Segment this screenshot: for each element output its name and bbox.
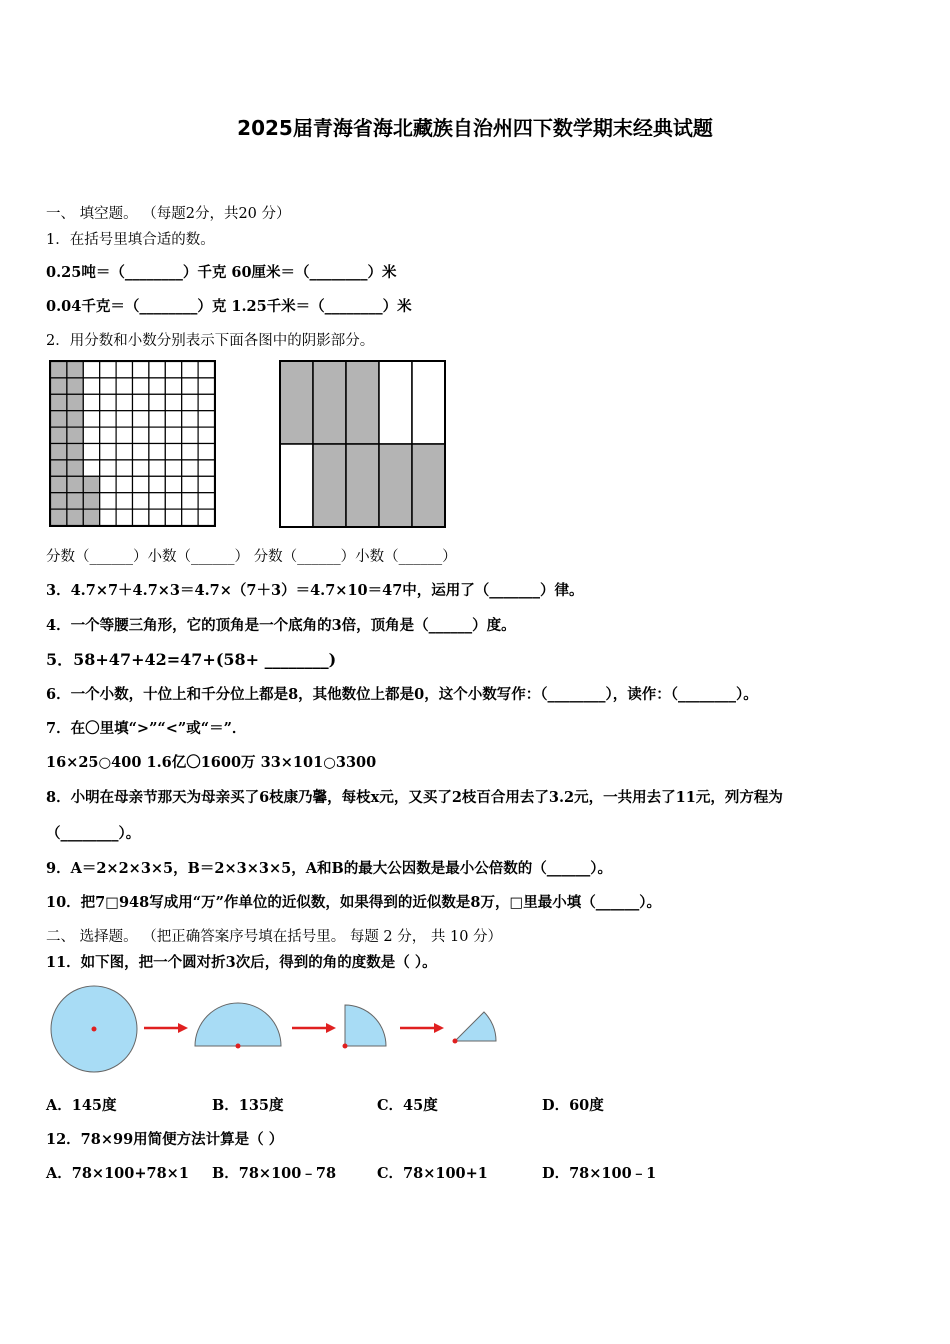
bar-cell-bottom — [379, 444, 412, 527]
q4: 4．一个等腰三角形，它的顶角是一个底角的3倍，顶角是（______）度。 — [46, 617, 516, 634]
bar-cell-top — [346, 361, 379, 444]
grid-cell — [116, 444, 132, 460]
grid-cell — [100, 493, 116, 509]
grid-cell — [67, 411, 83, 427]
grid-cell — [149, 460, 165, 476]
q8-line-2: （________）。 — [46, 825, 141, 842]
q1-prompt: 1．在括号里填合适的数。 — [46, 232, 215, 248]
q8-line-1: 8．小明在母亲节那天为母亲买了6枝康乃馨，每枝x元，又买了2枝百合用去了3.2元，一共用去了11元，列方程为 — [46, 789, 783, 806]
q11-prompt: 11．如下图，把一个圆对折3次后，得到的角的度数是（ ）。 — [46, 954, 437, 971]
grid-cell — [182, 476, 198, 492]
grid-cell — [149, 427, 165, 443]
bar-cell-top — [313, 361, 346, 444]
grid-cell — [133, 444, 149, 460]
q6: 6．一个小数，十位上和千分位上都是8，其他数位上都是0，这个小数写作：（________），读作：（________）。 — [46, 686, 758, 703]
grid-cell — [149, 476, 165, 492]
grid-cell — [116, 509, 132, 525]
bar-cell-bottom — [280, 444, 313, 527]
eighth-circle-dot — [453, 1039, 458, 1044]
grid-cell — [83, 509, 99, 525]
grid-cell — [182, 460, 198, 476]
grid-cell — [149, 378, 165, 394]
arrow-2 — [292, 1023, 336, 1033]
q9: 9．A＝2×2×3×5，B＝2×3×3×5，A和B的最大公因数是最小公倍数的（______）。 — [46, 860, 612, 877]
grid-cell — [149, 509, 165, 525]
grid-cell — [51, 394, 67, 410]
arrow-1 — [144, 1023, 188, 1033]
bar-cell-top — [379, 361, 412, 444]
q1-row-1: 0.25吨＝（________）千克 60厘米＝（________）米 — [46, 264, 397, 281]
grid-cell — [116, 460, 132, 476]
grid-cell — [198, 411, 214, 427]
bar-cell-top — [280, 361, 313, 444]
grid-cell — [51, 427, 67, 443]
bar-cell-bottom — [313, 444, 346, 527]
grid-cell — [133, 493, 149, 509]
grid-cell — [100, 460, 116, 476]
grid-cell — [83, 427, 99, 443]
grid-cell — [165, 378, 181, 394]
section-2-heading: 二、 选择题。 （把正确答案序号填在括号里。 每题 2 分， 共 10 分） — [46, 929, 503, 945]
grid-cell — [182, 394, 198, 410]
bar-cell-top — [412, 361, 445, 444]
grid-cell — [133, 411, 149, 427]
grid-cell — [198, 362, 214, 378]
q7-items: 16×25○400 1.6亿〇1600万 33×101○3300 — [46, 754, 377, 771]
q2-prompt: 2．用分数和小数分别表示下面各图中的阴影部分。 — [46, 333, 375, 349]
q10: 10．把7□948写成用“万”作单位的近似数，如果得到的近似数是8万，□里最小填（______）。 — [46, 894, 661, 911]
grid-cell — [100, 411, 116, 427]
grid-cell — [51, 509, 67, 525]
grid-cell — [51, 444, 67, 460]
grid-cell — [67, 476, 83, 492]
grid-cell — [67, 362, 83, 378]
grid-cell — [83, 362, 99, 378]
grid-cell — [165, 493, 181, 509]
grid-cell — [149, 493, 165, 509]
grid-cell — [133, 362, 149, 378]
grid-cell — [198, 476, 214, 492]
q7-prompt: 7．在〇里填“>”“<”或“＝”． — [46, 720, 247, 737]
q12-prompt: 12．78×99用简便方法计算是（ ） — [46, 1131, 284, 1148]
grid-cell — [116, 411, 132, 427]
grid-cell — [67, 378, 83, 394]
grid-cell — [51, 493, 67, 509]
grid-cell — [83, 394, 99, 410]
grid-cell — [83, 378, 99, 394]
grid-cell — [51, 362, 67, 378]
section-1-heading: 一、 填空题。 （每题2分，共20 分） — [46, 206, 291, 222]
grid-cell — [100, 427, 116, 443]
q5: 5．58+47+42=47+(58+ ________) — [46, 650, 337, 669]
grid-cell — [182, 427, 198, 443]
q12-option-b[interactable]: B．78×100﹣78 — [212, 1165, 337, 1182]
grid-cell — [100, 362, 116, 378]
grid-cell — [149, 394, 165, 410]
grid-cell — [182, 362, 198, 378]
grid-cell — [51, 378, 67, 394]
grid-cell — [198, 460, 214, 476]
grid-cell — [133, 509, 149, 525]
q12-option-d[interactable]: D．78×100﹣1 — [542, 1165, 657, 1182]
q3: 3．4.7×7＋4.7×3＝4.7×（7＋3）＝4.7×10＝47中，运用了（_______）律。 — [46, 582, 584, 599]
grid-cell — [83, 476, 99, 492]
grid-cell — [149, 444, 165, 460]
grid-cell — [83, 493, 99, 509]
grid-cell — [149, 362, 165, 378]
q1-row-2: 0.04千克＝（________）克 1.25千米＝（________）米 — [46, 298, 412, 315]
grid-cell — [182, 509, 198, 525]
grid-cell — [165, 444, 181, 460]
bar-cell-bottom — [412, 444, 445, 527]
q2-answers: 分数（______）小数（______） 分数（______）小数（______） — [46, 549, 457, 565]
q11-option-d[interactable]: D．60度 — [542, 1097, 604, 1114]
grid-cell — [165, 411, 181, 427]
grid-cell — [100, 444, 116, 460]
grid-cell — [133, 378, 149, 394]
grid-cell — [67, 444, 83, 460]
grid-cell — [116, 493, 132, 509]
eighth-circle — [455, 1012, 496, 1041]
grid-cell — [100, 394, 116, 410]
grid-cell — [133, 460, 149, 476]
grid-cell — [116, 476, 132, 492]
grid-cell — [198, 378, 214, 394]
half-circle-dot — [236, 1044, 241, 1049]
grid-cell — [133, 394, 149, 410]
grid-cell — [83, 411, 99, 427]
grid-cell — [198, 394, 214, 410]
quarter-circle — [345, 1005, 386, 1046]
q12-option-a[interactable]: A．78×100+78×1 — [46, 1165, 189, 1182]
grid-cell — [67, 460, 83, 476]
grid-cell — [51, 460, 67, 476]
grid-cell — [116, 362, 132, 378]
grid-cell — [51, 476, 67, 492]
q11-option-c[interactable]: C．45度 — [377, 1097, 438, 1114]
grid-cell — [198, 493, 214, 509]
grid-cell — [182, 493, 198, 509]
bar-cell-bottom — [346, 444, 379, 527]
grid-cell — [165, 427, 181, 443]
half-circle — [195, 1003, 281, 1046]
grid-cell — [182, 411, 198, 427]
grid-cell — [182, 378, 198, 394]
grid-cell — [182, 444, 198, 460]
q11-option-a[interactable]: A．145度 — [46, 1097, 117, 1114]
grid-cell — [165, 509, 181, 525]
grid-cell — [51, 411, 67, 427]
circle-center-dot — [92, 1027, 97, 1032]
grid-cell — [165, 362, 181, 378]
grid-cell — [165, 460, 181, 476]
grid-cell — [116, 378, 132, 394]
grid-cell — [198, 509, 214, 525]
grid-cell — [133, 476, 149, 492]
grid-cell — [67, 493, 83, 509]
grid-cell — [198, 444, 214, 460]
grid-cell — [198, 427, 214, 443]
q12-option-c[interactable]: C．78×100+1 — [377, 1165, 488, 1182]
grid-cell — [165, 476, 181, 492]
grid-cell — [133, 427, 149, 443]
grid-cell — [67, 509, 83, 525]
arrow-3 — [400, 1023, 444, 1033]
grid-cell — [83, 460, 99, 476]
quarter-circle-dot — [343, 1044, 348, 1049]
grid-cell — [149, 411, 165, 427]
grid-cell — [67, 394, 83, 410]
grid-cell — [100, 476, 116, 492]
grid-cell — [100, 378, 116, 394]
grid-cell — [83, 444, 99, 460]
grid-cell — [116, 394, 132, 410]
grid-cell — [67, 427, 83, 443]
grid-figure — [49, 360, 217, 528]
grid-cell — [116, 427, 132, 443]
q11-option-b[interactable]: B．135度 — [212, 1097, 284, 1114]
grid-cell — [165, 394, 181, 410]
bar-figure — [279, 360, 447, 530]
grid-cell — [100, 509, 116, 525]
circle-fold-figure — [46, 985, 506, 1075]
page-title: 2025届青海省海北藏族自治州四下数学期末经典试题 — [237, 116, 713, 140]
